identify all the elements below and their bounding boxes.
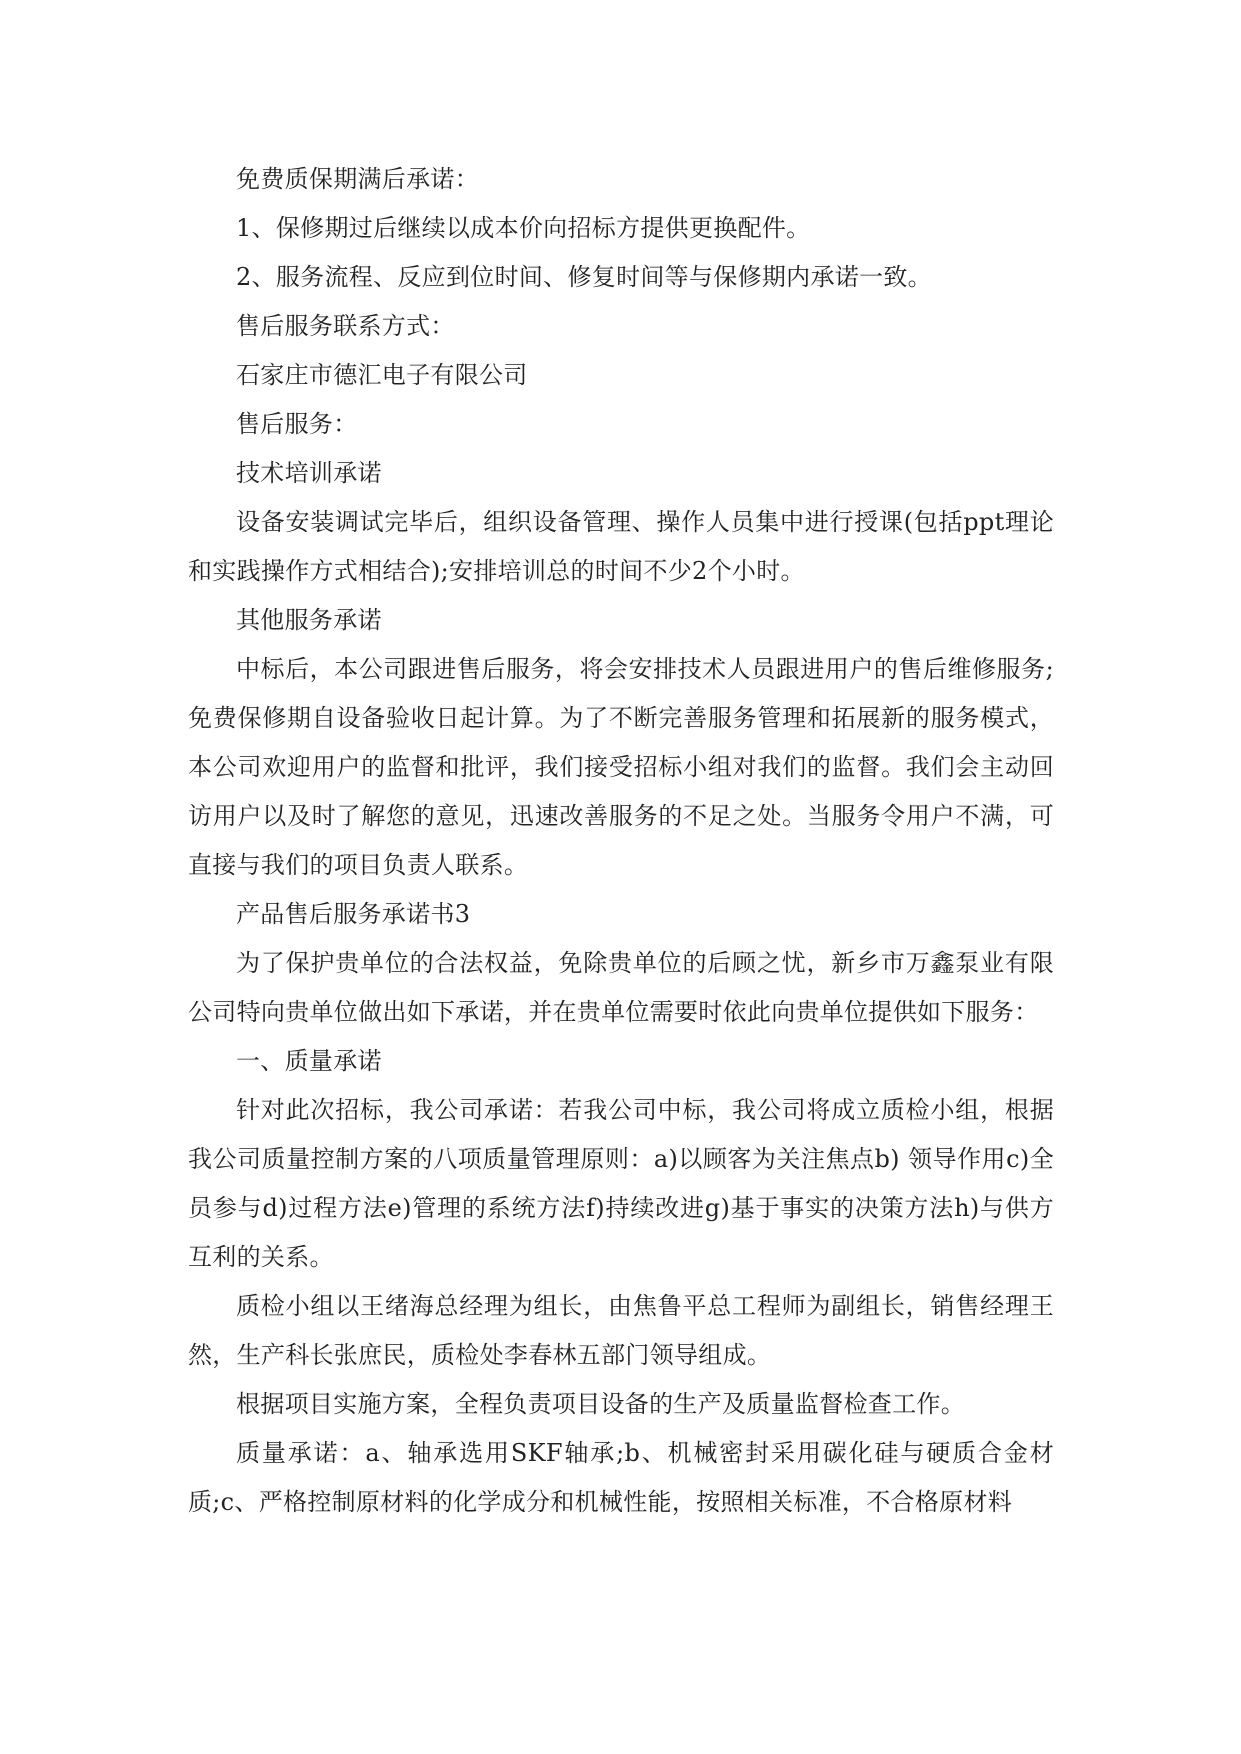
- paragraph: 免费质保期满后承诺：: [236, 165, 479, 193]
- paragraph: 1、保修期过后继续以成本价向招标方提供更换配件。: [236, 214, 811, 242]
- section-heading: 产品售后服务承诺书3: [236, 900, 471, 928]
- paragraph: 针对此次招标，我公司承诺：若我公司中标，我公司将成立质检小组，根据我公司质量控制方案的八项质量管理原则：a)以顾客为关注焦点b) 领导作用c)全员参与d)过程方法e)管理的系统方法f)持续改进g)基于事实的决策方法h)与供方互利的关系。: [188, 1096, 1054, 1271]
- paragraph: 其他服务承诺: [236, 606, 382, 634]
- document-body: [188, 155, 1054, 1527]
- paragraph: 设备安装调试完毕后，组织设备管理、操作人员集中进行授课(包括ppt理论和实践操作方式相结合);安排培训总的时间不少2个小时。: [188, 508, 1054, 585]
- paragraph: 技术培训承诺: [236, 459, 382, 487]
- paragraph: 为了保护贵单位的合法权益，免除贵单位的后顾之忧，新乡市万鑫泵业有限公司特向贵单位做出如下承诺，并在贵单位需要时依此向贵单位提供如下服务：: [188, 949, 1054, 1026]
- paragraph: 售后服务联系方式：: [236, 312, 455, 340]
- paragraph: 售后服务：: [236, 410, 358, 438]
- paragraph: 质量承诺：a、轴承选用SKF轴承;b、机械密封采用碳化硅与硬质合金材质;c、严格控制原材料的化学成分和机械性能，按照相关标准，不合格原材料: [188, 1439, 1054, 1516]
- paragraph: 2、服务流程、反应到位时间、修复时间等与保修期内承诺一致。: [236, 263, 932, 291]
- paragraph: 石家庄市德汇电子有限公司: [236, 361, 528, 389]
- paragraph: 一、质量承诺: [236, 1047, 382, 1075]
- paragraph: 根据项目实施方案，全程负责项目设备的生产及质量监督检查工作。: [236, 1390, 965, 1418]
- paragraph: 中标后，本公司跟进售后服务，将会安排技术人员跟进用户的售后维修服务;免费保修期自设备验收日起计算。为了不断完善服务管理和拓展新的服务模式，本公司欢迎用户的监督和批评，我们接受招标小组对我们的监督。我们会主动回访用户以及时了解您的意见，迅速改善服务的不足之处。当服务令用户不满，可直接与我们的项目负责人联系。: [188, 655, 1054, 879]
- paragraph: 质检小组以王绪海总经理为组长，由焦鲁平总工程师为副组长，销售经理王然，生产科长张庶民，质检处李春林五部门领导组成。: [188, 1292, 1054, 1369]
